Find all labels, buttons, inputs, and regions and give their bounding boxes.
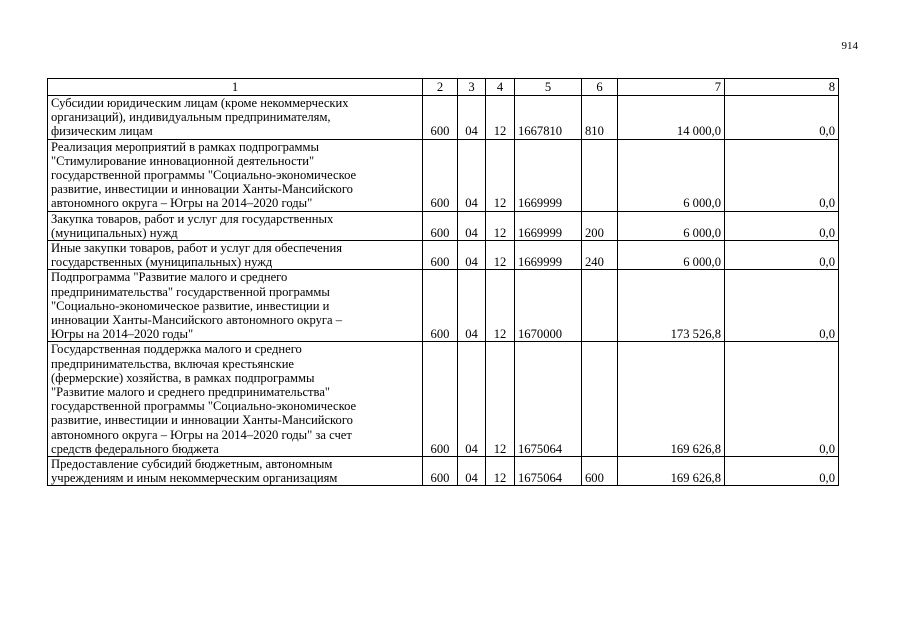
pr-code-cell: 12 [486, 457, 515, 486]
row-name-cell [48, 241, 423, 270]
table-header-row [48, 79, 839, 96]
row-name-line: государственной программы "Социально-экономическое [51, 399, 357, 414]
row-name-cell [48, 457, 423, 486]
row-name-cell [48, 139, 423, 211]
rz-code-cell: 04 [458, 342, 486, 457]
table-row [48, 241, 839, 270]
amount-2-cell: 0,0 [725, 342, 839, 457]
rz-code-cell: 04 [458, 96, 486, 140]
pr-code-cell: 12 [486, 139, 515, 211]
table-row [48, 96, 839, 140]
section-code-cell: 600 [423, 96, 458, 140]
table-row [48, 211, 839, 240]
row-name-line: физическим лицам [51, 124, 153, 139]
col-header-6: 6 [582, 79, 618, 96]
section-code-cell: 600 [423, 211, 458, 240]
expense-type-cell: 810 [582, 96, 618, 140]
row-name-line: Югры на 2014–2020 годы" [51, 327, 194, 342]
row-name-line: автономного округа – Югры на 2014–2020 годы" за счет [51, 427, 352, 442]
row-name-line: (муниципальных) нужд [51, 225, 178, 240]
row-name-line: Иные закупки товаров, работ и услуг для обеспечения [51, 241, 343, 256]
pr-code-cell: 12 [486, 342, 515, 457]
amount-2-cell: 0,0 [725, 139, 839, 211]
expense-type-cell [582, 342, 618, 457]
row-name-line: (фермерские) хозяйства, в рамках подпрограммы [51, 370, 315, 385]
target-article-cell: 1675064 [515, 457, 582, 486]
section-code-cell: 600 [423, 270, 458, 342]
col-header-3: 3 [458, 79, 486, 96]
col-header-1: 1 [48, 79, 423, 96]
row-name-cell [48, 342, 423, 457]
row-name-line: Закупка товаров, работ и услуг для государственных [51, 211, 334, 226]
budget-table [47, 78, 839, 486]
row-name-cell [48, 96, 423, 140]
row-name-line: учреждениям и иным некоммерческим организациям [51, 471, 338, 486]
amount-2-cell: 0,0 [725, 270, 839, 342]
target-article-cell: 1669999 [515, 139, 582, 211]
row-name-line: Субсидии юридическим лицам (кроме некоммерческих [51, 96, 349, 110]
rz-code-cell: 04 [458, 241, 486, 270]
row-name-line: Предоставление субсидий бюджетным, автономным [51, 457, 333, 472]
row-name-line: средств федерального бюджета [51, 441, 219, 456]
expense-type-cell: 600 [582, 457, 618, 486]
section-code-cell: 600 [423, 139, 458, 211]
expense-type-cell [582, 270, 618, 342]
expense-type-cell: 240 [582, 241, 618, 270]
target-article-cell: 1669999 [515, 211, 582, 240]
row-name-line: Государственная поддержка малого и среднего [51, 342, 302, 357]
rz-code-cell: 04 [458, 457, 486, 486]
table-row [48, 270, 839, 342]
col-header-7: 7 [618, 79, 725, 96]
pr-code-cell: 12 [486, 211, 515, 240]
row-name-line: государственных (муниципальных) нужд [51, 255, 273, 270]
pr-code-cell: 12 [486, 241, 515, 270]
target-article-cell: 1670000 [515, 270, 582, 342]
col-header-2: 2 [423, 79, 458, 96]
row-name-line: Подпрограмма "Развитие малого и среднего [51, 270, 288, 285]
amount-cell: 14 000,0 [618, 96, 725, 140]
row-name-line: развитие, инвестиции и инновации Ханты-Мансийского [51, 182, 353, 197]
table-body [48, 96, 839, 486]
table-row [48, 457, 839, 486]
amount-cell: 173 526,8 [618, 270, 725, 342]
row-name-line: организаций), индивидуальным предпринимателям, [51, 110, 331, 125]
row-name-line: "Стимулирование инновационной деятельности" [51, 153, 315, 168]
row-name-line: предпринимательства" государственной программы [51, 284, 330, 299]
table-row [48, 139, 839, 211]
target-article-cell: 1667810 [515, 96, 582, 140]
row-name-cell [48, 211, 423, 240]
section-code-cell: 600 [423, 342, 458, 457]
section-code-cell: 600 [423, 457, 458, 486]
col-header-8: 8 [725, 79, 839, 96]
amount-cell: 169 626,8 [618, 457, 725, 486]
rz-code-cell: 04 [458, 211, 486, 240]
row-name-line: "Развитие малого и среднего предпринимательства" [51, 385, 331, 400]
row-name-line: государственной программы "Социально-экономическое [51, 168, 357, 183]
row-name-line: Реализация мероприятий в рамках подпрограммы [51, 139, 319, 154]
row-name-line: "Социально-экономическое развитие, инвестиции и [51, 298, 330, 313]
amount-2-cell: 0,0 [725, 96, 839, 140]
row-name-line: развитие, инвестиции и инновации Ханты-Мансийского [51, 413, 353, 428]
expense-type-cell: 200 [582, 211, 618, 240]
amount-2-cell: 0,0 [725, 211, 839, 240]
amount-cell: 6 000,0 [618, 241, 725, 270]
amount-cell: 169 626,8 [618, 342, 725, 457]
col-header-5: 5 [515, 79, 582, 96]
amount-cell: 6 000,0 [618, 139, 725, 211]
expense-type-cell [582, 139, 618, 211]
amount-2-cell: 0,0 [725, 457, 839, 486]
section-code-cell: 600 [423, 241, 458, 270]
table-row [48, 342, 839, 457]
rz-code-cell: 04 [458, 270, 486, 342]
row-name-cell [48, 270, 423, 342]
row-name-line: предпринимательства, включая крестьянские [51, 356, 295, 371]
pr-code-cell: 12 [486, 96, 515, 140]
col-header-4: 4 [486, 79, 515, 96]
page-number: 914 [841, 40, 858, 52]
pr-code-cell: 12 [486, 270, 515, 342]
target-article-cell: 1675064 [515, 342, 582, 457]
amount-2-cell: 0,0 [725, 241, 839, 270]
rz-code-cell: 04 [458, 139, 486, 211]
target-article-cell: 1669999 [515, 241, 582, 270]
row-name-line: инновации Ханты-Мансийского автономного округа – [51, 313, 343, 328]
row-name-line: автономного округа – Югры на 2014–2020 годы" [51, 196, 313, 211]
amount-cell: 6 000,0 [618, 211, 725, 240]
